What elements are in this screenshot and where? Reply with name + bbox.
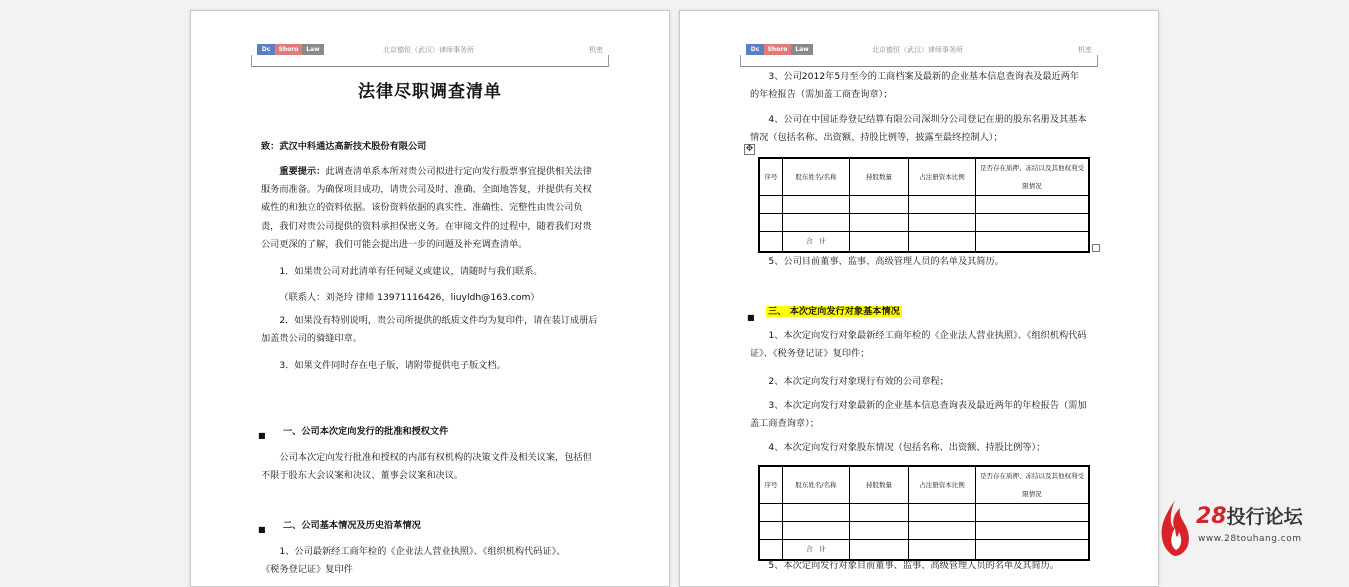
s3-item-4: 4、本次定向发行对象股东情况（包括名称、出资额、持股比例等）； (768, 442, 1046, 453)
table-header-row (759, 158, 1089, 196)
section-3-title-line (766, 303, 1088, 321)
shareholder-table[interactable] (758, 157, 1090, 253)
notice-text: 此调查清单系本所对贵公司拟进行定向发行股票事宜提供相关法律服务而准备。为确保项目成功，请贵公司及时、准确、全面地答复，并提供有关权威性的和独立的资料依据。该份资料依据的真实性、准确性、完整性由贵公司负责，我们对贵公司提供的资料承担保密义务。在审阅文件的过程中，随着我们对贵公司更深的了解，我们可能会提出进一步的问题及补充调查清单。 (261, 166, 592, 250)
total-label: 合 计 (783, 540, 850, 560)
table-row[interactable] (759, 504, 1089, 522)
notice-paragraph (261, 163, 599, 254)
header-firm-name: 北京德恒（武汉）律师事务所 (383, 46, 474, 54)
header-cell: 是否存在质押、冻结以及其他权利受限情况 (976, 158, 1090, 196)
section-2-title: 二、公司基本情况及历史沿革情况 (283, 520, 421, 531)
investor-shareholder-table[interactable] (758, 465, 1090, 561)
total-label: 合 计 (783, 232, 850, 252)
header-firm-name: 北京德恒（武汉）律师事务所 (872, 46, 963, 54)
table-row[interactable] (759, 232, 1089, 252)
section-1-title: 一、公司本次定向发行的批准和授权文件 (283, 426, 449, 437)
header-cell: 是否存在质押、冻结以及其他权利受限情况 (976, 466, 1090, 504)
firm-logo (746, 44, 813, 55)
header-cell: 占注册资本比例 (909, 158, 976, 196)
section-1-text: 公司本次定向发行批准和授权的内部有权机构的决策文件及相关议案，包括但不限于股东大会议案和决议、董事会议案和决议。 (261, 452, 592, 482)
s3-item-3: 3、本次定向发行对象最新的企业基本信息查询表及最近两年的年检报告（需加盖工商查询章）； (750, 400, 1087, 430)
table-row[interactable] (759, 522, 1089, 540)
item-3: 3．如果文件同时存在电子版，请附带提供电子版文档。 (279, 360, 506, 371)
page-header (257, 44, 603, 56)
header-confidential: 机密 (589, 46, 603, 54)
logo-part-shoro: Shoro (275, 44, 302, 55)
watermark-brand-num: 28 (1196, 504, 1227, 529)
s3-item-1: 1、本次定向发行对象最新经工商年检的《企业法人营业执照》、《组织机构代码证》、《税务登记证》复印件； (750, 330, 1087, 360)
document-page-right (679, 10, 1159, 587)
s3-item-5: 5、本次定向发行对象目前董事、监事、高级管理人员的名单及其简历。 (768, 560, 1060, 571)
notice-label: 重要提示： (279, 166, 326, 177)
addressee: 致：武汉中科通达高新技术股份有限公司 (261, 141, 427, 152)
watermark-brand (1196, 502, 1303, 529)
logo-part-law: Law (791, 44, 813, 55)
document-title: 法律尽职调查清单 (358, 82, 502, 102)
logo-part-shoro: Shoro (764, 44, 791, 55)
bullet-icon: ■ (747, 313, 755, 322)
item-2: 2．如果没有特别说明，贵公司所提供的纸质文件均为复印件，请在装订成册后加盖贵公司的骑缝印章。 (261, 315, 598, 345)
header-cell: 占注册资本比例 (909, 466, 976, 504)
header-rule (740, 66, 1098, 67)
item-5: 5、公司目前董事、监事、高级管理人员的名单及其简历。 (768, 256, 1004, 267)
table-header-row (759, 466, 1089, 504)
header-cell: 股东姓名/名称 (783, 466, 850, 504)
header-rule (251, 66, 609, 67)
header-cell: 持股数量 (850, 466, 909, 504)
firm-logo (257, 44, 324, 55)
bullet-icon: ■ (258, 525, 266, 534)
item-4: 4、公司在中国证券登记结算有限公司深圳分公司登记在册的股东名册及其基本情况（包括名称、出资额、持股比例等，披露至最终控制人）； (750, 114, 1087, 144)
header-cell: 序号 (759, 158, 783, 196)
header-cell: 序号 (759, 466, 783, 504)
header-cell: 持股数量 (850, 158, 909, 196)
contact-line: （联系人：刘尧玲 律师 13971116426，liuyldh@163.com） (279, 292, 540, 303)
watermark-brand-zh: 投行论坛 (1226, 506, 1303, 528)
header-cell: 股东姓名/名称 (783, 158, 850, 196)
section-3-title: 三、 本次定向发行对象基本情况 (768, 306, 900, 317)
table-resize-handle[interactable] (1092, 244, 1100, 252)
forum-watermark (1150, 492, 1349, 571)
logo-part-dc: Dc (746, 44, 764, 55)
item-1: 1．如果贵公司对此清单有任何疑义或建议，请随时与我们联系。 (279, 266, 543, 277)
s3-item-2: 2、本次定向发行对象现行有效的公司章程； (768, 376, 949, 387)
bullet-icon: ■ (258, 431, 266, 440)
watermark-url: www.28touhang.com (1198, 534, 1302, 544)
header-confidential: 机密 (1078, 46, 1092, 54)
section-2-item-1: 1、公司最新经工商年检的《企业法人营业执照》、《组织机构代码证》、 (279, 546, 566, 557)
page-header (746, 44, 1092, 56)
table-move-handle-icon[interactable]: ✥ (745, 144, 754, 154)
table-row[interactable] (759, 196, 1089, 214)
document-page-left (190, 10, 670, 587)
item-3: 3、公司2012年5月至今的工商档案及最新的企业基本信息查询表及最近两年的年检报告（需加盖工商查询章）； (750, 71, 1080, 101)
flame-logo-icon (1158, 498, 1192, 558)
logo-part-law: Law (302, 44, 324, 55)
section-2-item-1-cont: 《税务登记证》复印件 (261, 564, 353, 575)
table-row[interactable] (759, 214, 1089, 232)
logo-part-dc: Dc (257, 44, 275, 55)
